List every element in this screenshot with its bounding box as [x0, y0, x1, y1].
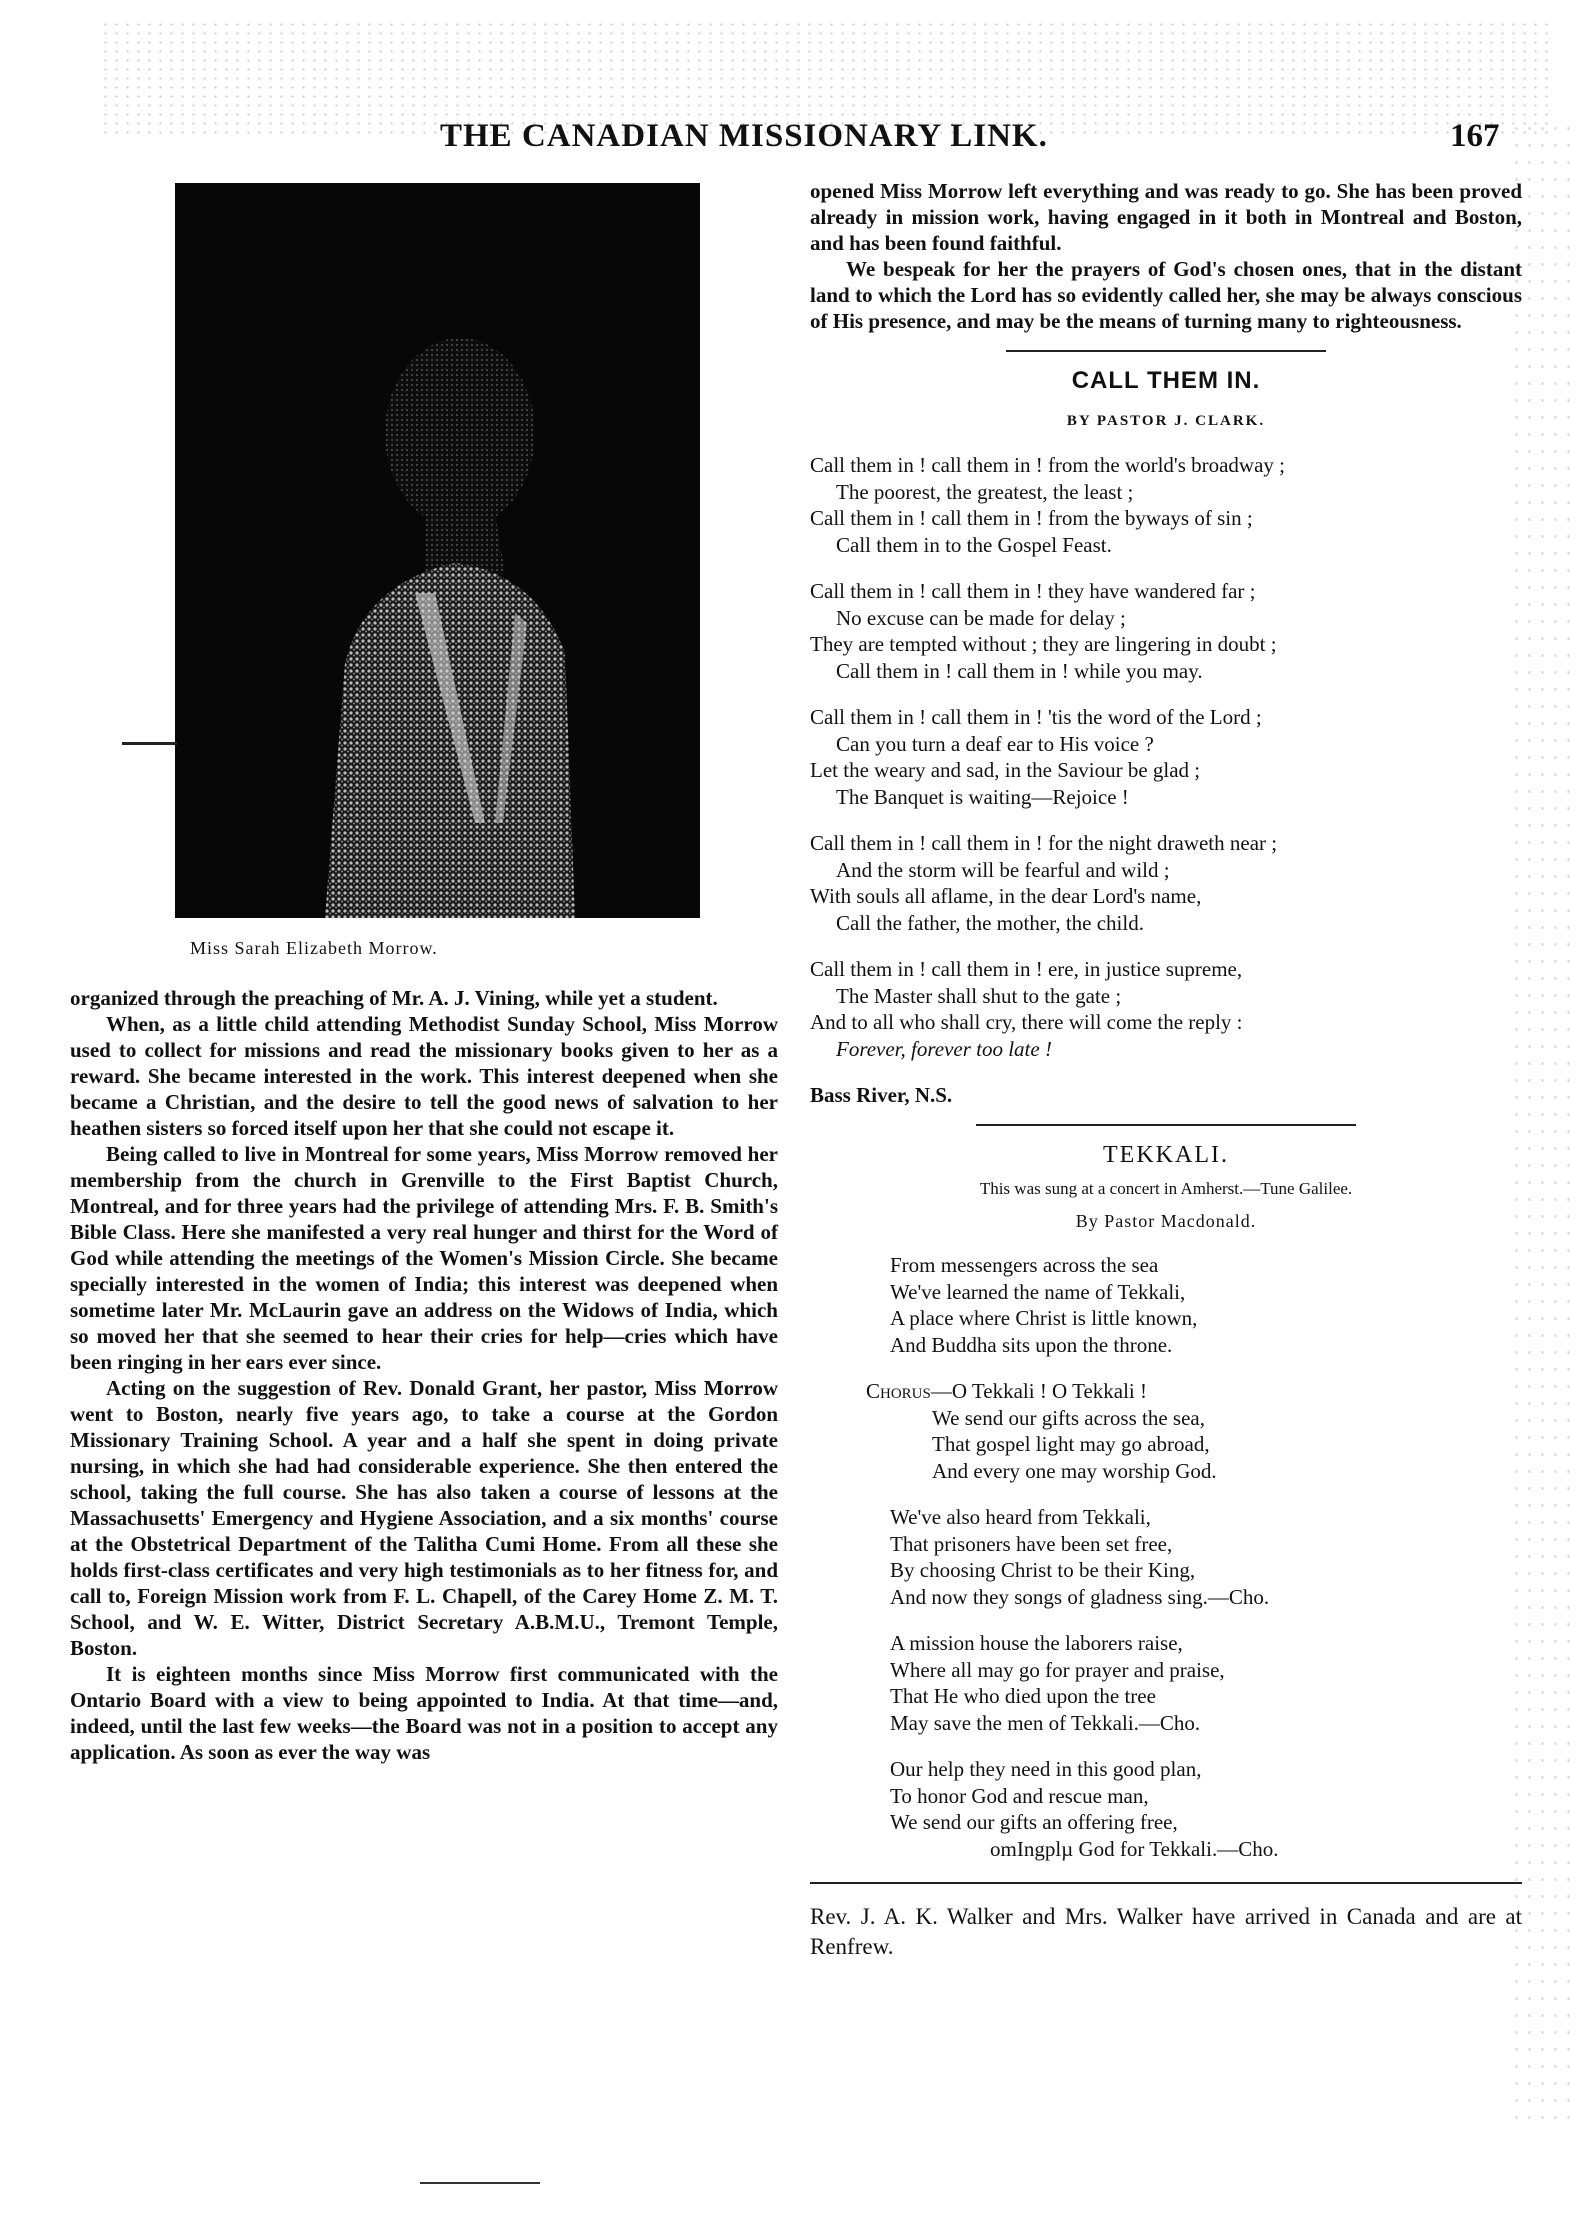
- page-header: [0, 118, 1584, 168]
- poem-title-tekkali: TEKKALI.: [1103, 1142, 1229, 1168]
- poem-line: With souls all aflame, in the dear Lord's name,: [810, 884, 1202, 908]
- poem-line: We've also heard from Tekkali,: [890, 1505, 1151, 1529]
- poem-line: That gospel light may go abroad,: [932, 1432, 1210, 1456]
- poem-line: The Master shall shut to the gate ;: [836, 983, 1122, 1008]
- article-paragraph: We bespeak for her the prayers of God's chosen ones, that in the distant land to which the Lord has so evidently called her, she may be always conscious of His presence, and may be the means of turning many to righteousness.: [810, 257, 1522, 333]
- chorus-text: —O Tekkali ! O Tekkali !: [930, 1379, 1148, 1403]
- poem-line: omIngplµ God for Tekkali.—Cho.: [990, 1836, 1279, 1861]
- poem-stanza: [810, 956, 1522, 1062]
- poem-line: By choosing Christ to be their King,: [890, 1558, 1196, 1582]
- article-paragraph: When, as a little child attending Methodist Sunday School, Miss Morrow used to collect for missions and read the missionary books given to her as a reward. She became interested in the work. This interest deepened when she became a Christian, and the desire to tell the good news of salvation to her heathen sisters so forced itself upon her that she could not escape it.: [70, 1012, 778, 1140]
- poem-line: Let the weary and sad, in the Saviour be glad ;: [810, 758, 1201, 782]
- news-notice: Rev. J. A. K. Walker and Mrs. Walker have arrived in Canada and are at Renfrew.: [810, 1904, 1522, 1959]
- poem-stanza: [810, 1756, 1522, 1862]
- poem-line: A place where Christ is little known,: [890, 1306, 1198, 1330]
- right-column: [810, 178, 1522, 1962]
- portrait-photo: [175, 183, 700, 918]
- portrait-figure-silhouette: [175, 183, 700, 918]
- poem-line: A mission house the laborers raise,: [890, 1631, 1183, 1655]
- poem-line: Can you turn a deaf ear to His voice ?: [836, 731, 1154, 756]
- poem-signature: Bass River, N.S.: [810, 1083, 953, 1107]
- left-column: [70, 985, 778, 1765]
- poem-line: No excuse can be made for delay ;: [836, 605, 1126, 630]
- poem-line: Call them in ! call them in ! from the world's broadway ;: [810, 453, 1286, 477]
- article-paragraph: opened Miss Morrow left everything and was ready to go. She has been proved already in mission work, having engaged in it both in Montreal and Boston, and has been found faithful.: [810, 179, 1522, 255]
- poem-chorus: [810, 1378, 1522, 1484]
- poem-line: Call them in to the Gospel Feast.: [836, 532, 1112, 557]
- poem-line: From messengers across the sea: [890, 1253, 1159, 1277]
- poem-stanza: [810, 1252, 1522, 1358]
- poem-line: And the storm will be fearful and wild ;: [836, 857, 1170, 882]
- poem-line: The Banquet is waiting—Rejoice !: [836, 784, 1129, 809]
- poem-line: We've learned the name of Tekkali,: [890, 1279, 1186, 1304]
- column-end-rule: [420, 2182, 540, 2184]
- photo-caption: Miss Sarah Elizabeth Morrow.: [190, 938, 438, 958]
- article-paragraph: Acting on the suggestion of Rev. Donald Grant, her pastor, Miss Morrow went to Boston, nearly five years ago, to take a course at the Gordon Missionary Training School. A year and a half she spent in doing private nursing, in which she had had considerable experience. She then entered the school, taking the full course. She has also taken a course of lessons at the Massachusetts' Emergency and Hygiene Association, and a six months' course at the Obstetrical Department of the Talitha Cumi Home. From all these she holds first-class certificates and very high testimonials as to her fitness for, and call to, Foreign Mission work from F. L. Chapell, of the Carey Home Z. M. T. School, and W. E. Witter, District Secretary A.B.M.U., Tremont Temple, Boston.: [70, 1376, 778, 1660]
- poem-stanza: [810, 1504, 1522, 1610]
- poem-line: To honor God and rescue man,: [890, 1783, 1149, 1808]
- poem-line: That He who died upon the tree: [890, 1684, 1156, 1708]
- poem-note: This was sung at a concert in Amherst.—Tune Galilee.: [979, 1179, 1353, 1198]
- poem-line: That prisoners have been set free,: [890, 1531, 1173, 1556]
- poem-line: The poorest, the greatest, the least ;: [836, 479, 1134, 504]
- poem-stanza: [810, 452, 1522, 558]
- poem-title-call-them-in: CALL THEM IN.: [1071, 367, 1261, 394]
- poem-line: [866, 1378, 1522, 1405]
- poem-line: And every one may worship God.: [932, 1458, 1217, 1483]
- poem-line: Call them in ! call them in ! from the byways of sin ;: [810, 506, 1253, 530]
- poem-stanza: [810, 1630, 1522, 1736]
- article-paragraph: Being called to live in Montreal for some years, Miss Morrow removed her membership from the church in Grenville to the First Baptist Church, Montreal, and for three years had the privilege of attending Mrs. F. B. Smith's Bible Class. Here she manifested a very real hunger and thirst for the Word of God while attending the meetings of the Women's Mission Circle. She became specially interested in the women of India; this interest was deepened when sometime later Mr. McLaurin gave an address on the Widows of India, which so moved her that she seemed to hear their cries for help—cries which have been ringing in her ears ever since.: [70, 1142, 778, 1374]
- poem-line: Where all may go for prayer and praise,: [890, 1657, 1225, 1682]
- poem-line: Call them in ! call them in ! while you may.: [836, 658, 1203, 683]
- publication-title: THE CANADIAN MISSIONARY LINK.: [440, 118, 1048, 154]
- poem-tekkali: [810, 1252, 1522, 1862]
- poem-byline: BY PASTOR J. CLARK.: [1066, 413, 1266, 429]
- poem-line: Call them in ! call them in ! ere, in justice supreme,: [810, 957, 1243, 981]
- poem-stanza: [810, 578, 1522, 684]
- section-divider: [1006, 350, 1326, 352]
- poem-call-them-in: [810, 452, 1522, 1062]
- section-divider: [810, 1882, 1522, 1884]
- poem-line: We send our gifts across the sea,: [932, 1405, 1205, 1430]
- poem-line: And Buddha sits upon the throne.: [890, 1332, 1173, 1357]
- poem-line: And to all who shall cry, there will come the reply :: [810, 1010, 1243, 1034]
- poem-line: They are tempted without ; they are lingering in doubt ;: [810, 632, 1277, 656]
- poem-line: Call the father, the mother, the child.: [836, 910, 1144, 935]
- chorus-label: Chorus: [866, 1379, 931, 1403]
- article-paragraph: It is eighteen months since Miss Morrow first communicated with the Ontario Board with a view to being appointed to India. At that time—and, indeed, until the last few weeks—the Board was not in a position to accept any application. As soon as ever the way was: [70, 1662, 778, 1764]
- poem-byline: By Pastor Macdonald.: [1075, 1211, 1257, 1231]
- poem-line: Call them in ! call them in ! 'tis the word of the Lord ;: [810, 705, 1262, 729]
- poem-stanza: [810, 704, 1522, 810]
- page-number: 167: [1450, 118, 1500, 154]
- poem-line: Call them in ! call them in ! they have wandered far ;: [810, 579, 1256, 603]
- poem-line: Forever, forever too late !: [836, 1036, 1052, 1061]
- section-divider: [976, 1124, 1356, 1126]
- poem-line: And now they songs of gladness sing.—Cho.: [890, 1584, 1270, 1609]
- poem-line: Our help they need in this good plan,: [890, 1757, 1202, 1781]
- poem-line: We send our gifts an offering free,: [890, 1810, 1178, 1834]
- poem-line: Call them in ! call them in ! for the night draweth near ;: [810, 831, 1278, 855]
- article-paragraph: organized through the preaching of Mr. A. J. Vining, while yet a student.: [70, 986, 718, 1010]
- poem-line: May save the men of Tekkali.—Cho.: [890, 1710, 1201, 1735]
- margin-mark: [122, 742, 177, 745]
- poem-stanza: [810, 830, 1522, 936]
